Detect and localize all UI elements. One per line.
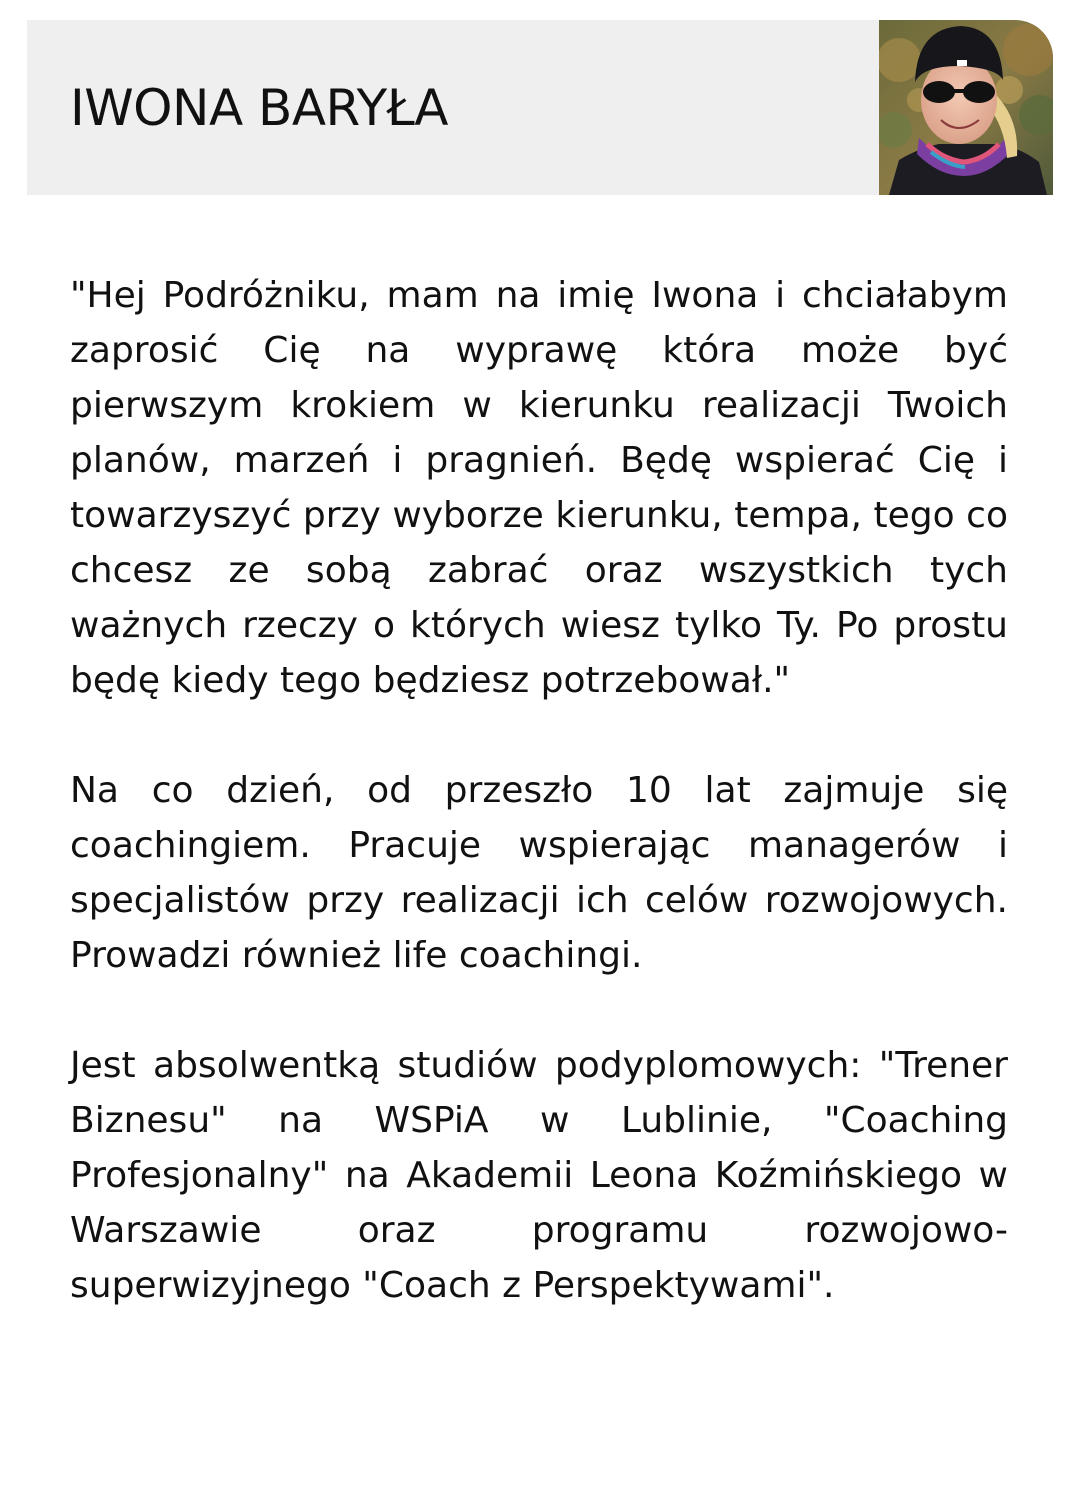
header-banner xyxy=(27,20,1053,195)
page-title: IWONA BARYŁA xyxy=(70,79,448,137)
bio-paragraph-experience: Na co dzień, od przeszło 10 lat zajmuje się coachingiem. Pracuje wspierając managerów i specjalistów przy realizacji ich celów rozwojowych. Prowadzi również life coachingi. xyxy=(70,770,1008,976)
bio-paragraph-education: Jest absolwentką studiów podyplomowych: "Trener Biznesu" na WSPiA w Lublinie, "Coaching Profesjonalny" na Akademii Leona Koźmińskiego w Warszawie oraz programu rozwojowo-superwizyjnego "Coach z Perspektywami". xyxy=(70,1045,1008,1306)
profile-photo xyxy=(879,20,1053,195)
bio-paragraph-intro: "Hej Podróżniku, mam na imię Iwona i chciałabym zaprosić Cię na wyprawę która może być pierwszym krokiem w kierunku realizacji Twoich planów, marzeń i pragnień. Będę wspierać Cię i towarzyszyć przy wyborze kierunku, tempa, tego co chcesz ze sobą zabrać oraz wszystkich tych ważnych rzeczy o których wiesz tylko Ty. Po prostu będę kiedy tego będziesz potrzebował." xyxy=(70,275,1008,701)
bio-content xyxy=(70,268,1008,1313)
